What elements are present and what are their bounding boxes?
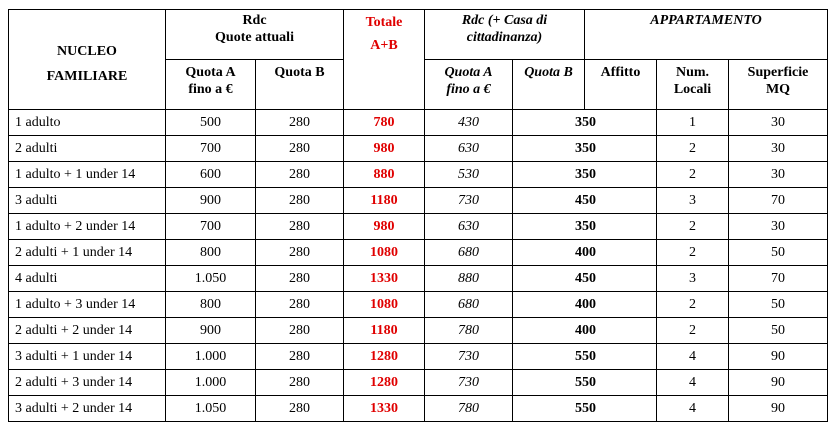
cell-nucleo: 4 adulti: [9, 266, 166, 292]
cell-quota-a: 600: [166, 162, 256, 188]
cell-rent: 450: [513, 188, 657, 214]
header-superficie: [729, 60, 828, 110]
header-affitto: [585, 60, 657, 110]
cell-quota-a: 700: [166, 214, 256, 240]
cell-rent: 450: [513, 266, 657, 292]
cell-quota-b: 280: [256, 240, 344, 266]
cell-superficie: 30: [729, 136, 828, 162]
cell-quota-b: 280: [256, 214, 344, 240]
cell-rent: 550: [513, 370, 657, 396]
cell-quota-a-casa: 730: [425, 370, 513, 396]
header-affitto-label: Affitto: [600, 65, 641, 80]
cell-superficie: 50: [729, 292, 828, 318]
header-quota-a-casa-line2: fino a €: [446, 82, 491, 97]
header-appartamento: [585, 10, 828, 60]
cell-nucleo: 2 adulti + 3 under 14: [9, 370, 166, 396]
cell-quota-a-casa: 730: [425, 188, 513, 214]
header-quota-b-casa-label: Quota B: [524, 65, 573, 80]
cell-num-locali: 4: [657, 396, 729, 422]
header-nucleo-line1: NUCLEO: [57, 43, 117, 59]
table-row: [9, 110, 828, 136]
header-totale-line1: Totale: [365, 15, 403, 30]
header-quota-b-casa: [513, 60, 585, 110]
cell-quota-b: 280: [256, 318, 344, 344]
header-appartamento-label: APPARTAMENTO: [650, 13, 762, 28]
cell-totale: 1180: [344, 188, 425, 214]
cell-totale: 1330: [344, 396, 425, 422]
cell-num-locali: 3: [657, 188, 729, 214]
cell-quota-a-casa: 680: [425, 292, 513, 318]
cell-totale: 1330: [344, 266, 425, 292]
header-num-locali: [657, 60, 729, 110]
header-quota-b-label: Quota B: [274, 65, 325, 80]
header-rdc-line2: Quote attuali: [215, 30, 294, 45]
cell-num-locali: 1: [657, 110, 729, 136]
header-nucleo-line2: FAMILIARE: [46, 68, 128, 84]
header-nucleo-familiare: [9, 10, 166, 110]
header-quota-a-casa: [425, 60, 513, 110]
cell-nucleo: 1 adulto + 2 under 14: [9, 214, 166, 240]
cell-num-locali: 4: [657, 370, 729, 396]
table-row: [9, 214, 828, 240]
cell-rent: 550: [513, 396, 657, 422]
cell-superficie: 90: [729, 370, 828, 396]
cell-superficie: 50: [729, 318, 828, 344]
cell-superficie: 30: [729, 162, 828, 188]
cell-quota-a: 800: [166, 292, 256, 318]
cell-quota-a-casa: 630: [425, 136, 513, 162]
header-quota-a-casa-line1: Quota A: [444, 65, 493, 80]
header-quota-a-line1: Quota A: [185, 65, 236, 80]
cell-totale: 1080: [344, 240, 425, 266]
cell-rent: 350: [513, 214, 657, 240]
cell-superficie: 90: [729, 344, 828, 370]
cell-superficie: 30: [729, 110, 828, 136]
cell-quota-a: 1.000: [166, 370, 256, 396]
header-rdc-casa-cittadinanza: [425, 10, 585, 60]
cell-quota-b: 280: [256, 188, 344, 214]
table-row: [9, 292, 828, 318]
cell-nucleo: 3 adulti + 1 under 14: [9, 344, 166, 370]
cell-quota-a: 1.050: [166, 396, 256, 422]
table-row: [9, 162, 828, 188]
cell-quota-a-casa: 680: [425, 240, 513, 266]
header-rdc-casa-line2: cittadinanza): [466, 30, 543, 45]
cell-nucleo: 2 adulti + 1 under 14: [9, 240, 166, 266]
cell-totale: 780: [344, 110, 425, 136]
table-row: [9, 344, 828, 370]
cell-num-locali: 2: [657, 318, 729, 344]
cell-nucleo: 3 adulti: [9, 188, 166, 214]
cell-num-locali: 2: [657, 214, 729, 240]
cell-quota-b: 280: [256, 370, 344, 396]
cell-quota-b: 280: [256, 136, 344, 162]
cell-totale: 980: [344, 214, 425, 240]
cell-quota-b: 280: [256, 292, 344, 318]
cell-quota-a: 700: [166, 136, 256, 162]
cell-quota-a-casa: 530: [425, 162, 513, 188]
header-rdc-line1: Rdc: [242, 13, 267, 28]
cell-rent: 350: [513, 136, 657, 162]
header-rdc-quote-attuali: [166, 10, 344, 60]
cell-rent: 400: [513, 318, 657, 344]
cell-rent: 350: [513, 110, 657, 136]
cell-quota-a: 500: [166, 110, 256, 136]
cell-rent: 350: [513, 162, 657, 188]
cell-num-locali: 3: [657, 266, 729, 292]
cell-nucleo: 1 adulto + 3 under 14: [9, 292, 166, 318]
cell-num-locali: 2: [657, 292, 729, 318]
cell-nucleo: 1 adulto + 1 under 14: [9, 162, 166, 188]
cell-quota-a-casa: 780: [425, 396, 513, 422]
cell-superficie: 50: [729, 240, 828, 266]
cell-totale: 880: [344, 162, 425, 188]
table-row: [9, 370, 828, 396]
cell-quota-a: 900: [166, 318, 256, 344]
cell-totale: 980: [344, 136, 425, 162]
cell-quota-a: 1.000: [166, 344, 256, 370]
header-quota-b: [256, 60, 344, 110]
cell-quota-b: 280: [256, 110, 344, 136]
header-rdc-casa-line1: Rdc (+ Casa di: [461, 13, 548, 28]
table-row: [9, 188, 828, 214]
cell-num-locali: 2: [657, 162, 729, 188]
cell-rent: 400: [513, 292, 657, 318]
cell-nucleo: 3 adulti + 2 under 14: [9, 396, 166, 422]
cell-totale: 1180: [344, 318, 425, 344]
cell-superficie: 30: [729, 214, 828, 240]
table-row: [9, 318, 828, 344]
header-num-locali-line2: Locali: [673, 82, 712, 97]
header-totale: [344, 10, 425, 110]
header-totale-line2: A+B: [370, 38, 398, 53]
cell-quota-b: 280: [256, 396, 344, 422]
cell-num-locali: 4: [657, 344, 729, 370]
table-row: [9, 240, 828, 266]
table-row: [9, 266, 828, 292]
cell-superficie: 70: [729, 266, 828, 292]
header-quota-a-line2: fino a €: [188, 82, 233, 97]
cell-quota-a-casa: 880: [425, 266, 513, 292]
cell-rent: 400: [513, 240, 657, 266]
cell-superficie: 70: [729, 188, 828, 214]
cell-quota-a: 900: [166, 188, 256, 214]
cell-quota-a-casa: 780: [425, 318, 513, 344]
cell-quota-a-casa: 630: [425, 214, 513, 240]
cell-totale: 1080: [344, 292, 425, 318]
cell-totale: 1280: [344, 344, 425, 370]
header-quota-a: [166, 60, 256, 110]
cell-quota-b: 280: [256, 266, 344, 292]
cell-totale: 1280: [344, 370, 425, 396]
table-row: [9, 396, 828, 422]
cell-rent: 550: [513, 344, 657, 370]
cell-quota-a: 1.050: [166, 266, 256, 292]
cell-quota-b: 280: [256, 162, 344, 188]
cell-quota-a: 800: [166, 240, 256, 266]
cell-quota-a-casa: 730: [425, 344, 513, 370]
cell-quota-a-casa: 430: [425, 110, 513, 136]
cell-num-locali: 2: [657, 136, 729, 162]
cell-nucleo: 1 adulto: [9, 110, 166, 136]
cell-superficie: 90: [729, 396, 828, 422]
cell-nucleo: 2 adulti + 2 under 14: [9, 318, 166, 344]
cell-nucleo: 2 adulti: [9, 136, 166, 162]
header-num-locali-line1: Num.: [675, 65, 710, 80]
cell-quota-b: 280: [256, 344, 344, 370]
cell-num-locali: 2: [657, 240, 729, 266]
header-superficie-line1: Superficie: [747, 65, 809, 80]
header-superficie-line2: MQ: [765, 82, 791, 97]
rdc-table: [8, 9, 828, 422]
table-row: [9, 136, 828, 162]
